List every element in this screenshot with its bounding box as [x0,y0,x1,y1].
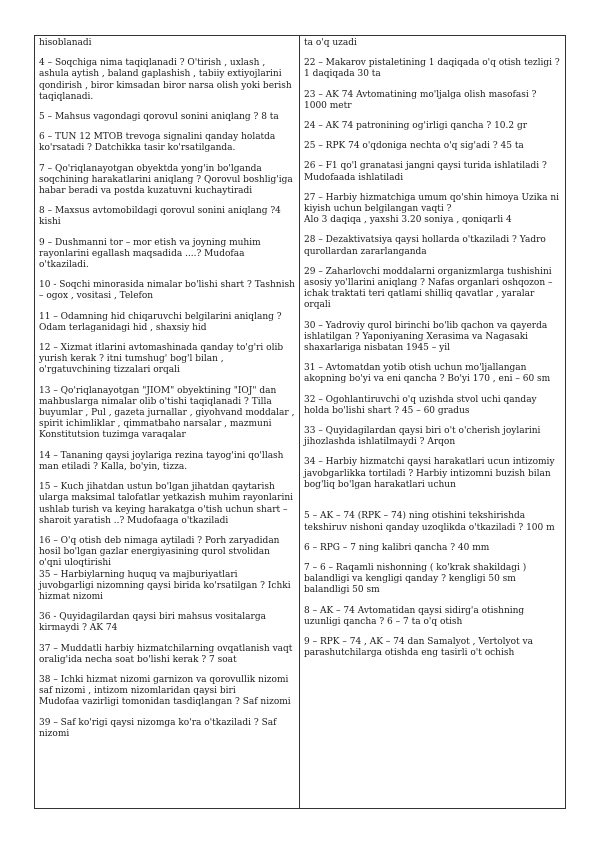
question-item: 39 – Saf ko'rigi qaysi nizomga ko'ra o'tkaziladi ? Saf nizomi [39,717,277,739]
question-item: 27 – Harbiy hizmatchiga umum qo'shin himoya Uzika ni kiyish uchun belgilangan vaqti ? Alo 3 daqiqa , yaxshi 3.20 soniya , qoniqarli 4 [304,192,560,226]
question-item: 31 – Avtomatdan yotib otish uchun mo'ljallangan akopning bo'yi va eni qancha ? Bo'yi 170 , eni – 60 sm [304,363,551,385]
question-item: 6 – TUN 12 MTOB trevoga signalini qanday holatda ko'rsatadi ? Datchikka tasir ko'rsatilganda. [39,132,276,154]
question-item: 36 - Quyidagilardan qaysi biri mahsus vositalarga kirmaydi ? AK 74 [39,612,266,634]
question-item: 30 – Yadroviy qurol birinchi bo'lib qachon va qayerda ishlatilgan ? Yaponiyaning Xerasima va Nagasaki shaxarlariga nisbatan 1945 – yil [304,320,548,354]
question-item: 22 – Makarov pistaletining 1 daqiqada o'q otish tezligi ? 1 daqiqada 30 ta [304,58,560,80]
question-item: 14 – Tananing qaysi joylariga rezina tayog'ini qo'llash man etiladi ? Kalla, bo'yin, tizza. [39,450,284,472]
question-item: 8 – Maxsus avtomobildagi qorovul sonini aniqlang ?4 kishi [39,206,281,228]
question-item: 35 – Harbiylarning huquq va majburiyatlari juvobgarligi nizomning qaysi birida ko'rsatilgan ? Ichki hizmat nizomi [39,569,291,602]
question-item: 7 – Qo'riqlanayotgan obyektda yong'in bo'lganda soqchining harakatlarini aniqlang ? Qorovul boshlig'iga habar beradi va postda kuzatuvni kuchaytiradi [39,163,293,197]
question-item: 13 – Qo'riqlanayotgan "JIOM" obyektining "IOJ" dan mahbuslarga nimalar olib o'tishi taqiqlanadi ? Tilla buyumlar , Pul , gazeta jurnallar , giyohvand moddalar , spirit ichimliklar , qimmatbaho narsalar , mazmuni Konstitutsion tuzimga varaqalar [39,385,295,441]
question-item: 9 – RPK – 74 , AK – 74 dan Samalyot , Vertolyot va parashutchilarga otishda eng tasirli o't ochish [304,636,533,659]
question-item: 24 – AK 74 patronining og'irligi qancha ? 10.2 gr [304,121,528,132]
question-item: 23 – AK 74 Avtomatining mo'ljalga olish masofasi ? 1000 metr [304,89,537,111]
question-item: 26 – F1 qo'l granatasi jangni qaysi turida ishlatiladi ? Mudofaada ishlatiladi [304,161,547,183]
question-item: 37 – Muddatli harbiy hizmatchilarning ovqatlanish vaqt oralig'ida necha soat bo'lishi kerak ? 7 soat [39,643,293,665]
two-column-table [34,35,566,809]
question-item: 29 – Zaharlovchi moddalarni organizmlarga tushishini asosiy yo'llarini aniqlang ? Nafas organlari oshqozon – ichak traktati teri qatlami shilliq qavatlar , yaralar orqali [304,266,553,311]
question-item: 25 – RPK 74 o'qdoniga nechta o'q sig'adi ? 45 ta [304,141,524,152]
question-item: 34 – Harbiy hizmatchi qaysi harakatlari ucun intizomiy javobgarlikka tortiladi ? Harbiy intizomni buzish bilan bog'liq bo'lgan harakatlari uchun [304,457,555,490]
question-item: 8 – AK – 74 Avtomatidan qaysi sidirg'a otishning uzunligi qancha ? 6 – 7 ta o'q otish [304,605,525,627]
question-item: 9 – Dushmanni tor – mor etish va joyning muhim rayonlarini egallash maqsadida ....? Mudofaa o'tkaziladi. [39,237,261,271]
right-column [300,36,565,808]
question-item: 33 – Quyidagilardan qaysi biri o't o'cherish joylarini jihozlashda ishlatilmaydi ? Arqon [304,426,541,448]
question-item: 32 – Ogohlantiruvchi o'q uzishda stvol uchi qanday holda bo'lishi shart ? 45 – 60 gradus [304,394,537,416]
question-item: 28 – Dezaktivatsiya qaysi hollarda o'tkaziladi ? Yadro qurollardan zararlanganda [304,235,546,257]
question-item: 11 – Odamning hid chiqaruvchi belgilarini aniqlang ? Odam terlaganidagi hid , shaxsiy hid [39,311,282,333]
question-item: 16 – O'q otish deb nimaga aytiladi ? Porh zaryadidan hosil bo'lgan gazlar energiyasining qurol stvolidan o'qni uloqtirishi [39,535,280,569]
question-item: 15 – Kuch jihatdan ustun bo'lgan jihatdan qaytarish ularga maksimal talofatlar yetkazish muhim rayonlarini ushlab turish va keying harakatga o'tish uchun shart – sharoit yaratish ..? Mudofaaga o'tkaziladi [39,482,294,526]
question-item: 4 – Soqchiga nima taqiqlanadi ? O'tirish , uxlash , ashula aytish , baland gaplashish , tabiiy extiyojlarini qondirish , biror kimsadan biror narsa olish yoki berish taqiqlanadi. [39,58,292,102]
question-item: hisoblanadi [39,38,92,48]
question-item: 5 – Mahsus vagondagi qorovul sonini aniqlang ? 8 ta [39,112,279,123]
question-item: ta o'q uzadi [304,38,357,48]
question-item: 6 – RPG – 7 ning kalibri qancha ? 40 mm [304,542,490,553]
question-item: 10 - Soqchi minorasida nimalar bo'lishi shart ? Tashnish – ogox , vositasi , Telefon [39,280,295,302]
question-item: 38 – Ichki hizmat nizomi garnizon va qorovullik nizomi saf nizomi , intizom nizomlaridan qaysi biri Mudofaa vazirligi tomonidan tasdiqlangan ? Saf nizomi [39,674,291,708]
question-item: 5 – AK – 74 (RPK – 74) ning otishini tekshirishda tekshiruv nishoni qanday uzoqlikda o'tkaziladi ? 100 m [304,511,555,533]
question-item: 12 – Xizmat itlarini avtomashinada qanday to'g'ri olib yurish kerak ? itni tumshug' bog'l bilan , o'rgatuvchining tizzalari orqali [39,343,284,376]
left-column [35,36,300,808]
question-item: 7 – 6 – Raqamli nishonning ( ko'krak shakildagi ) balandligi va kengligi qanday ? kengligi 50 sm balandligi 50 sm [304,562,527,596]
